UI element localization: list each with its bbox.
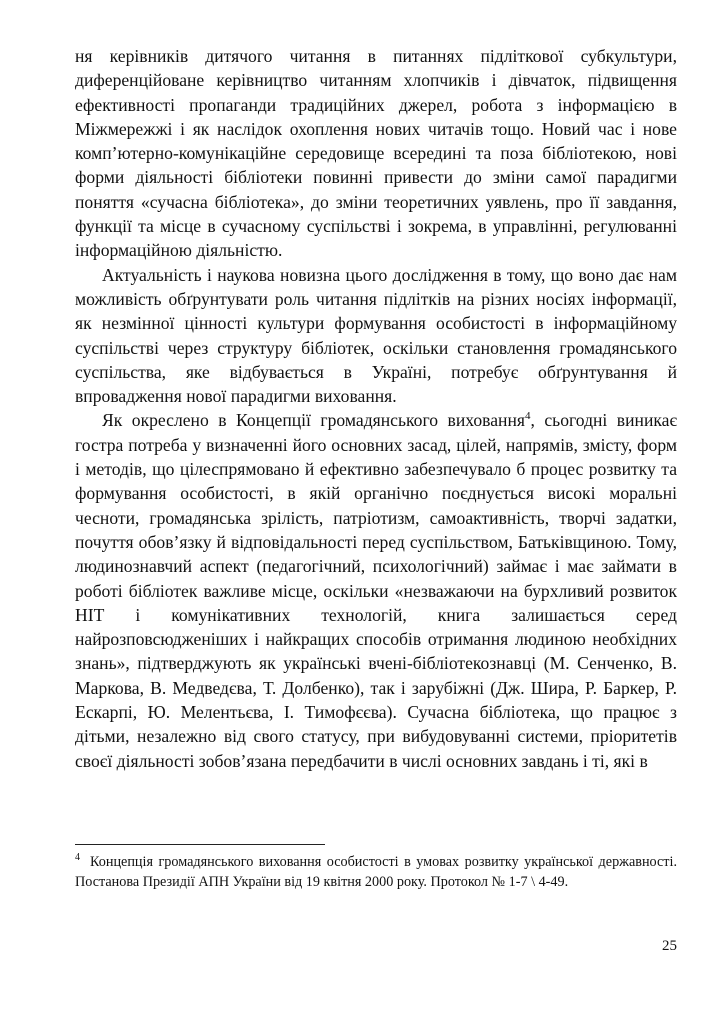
footnote <box>75 852 677 892</box>
page-number: 25 <box>662 938 677 954</box>
footnote-number: 4 <box>75 852 80 864</box>
paragraph-concept-start: Як окреслено в Концепції громадянського виховання <box>102 410 525 431</box>
footnote-divider <box>75 844 325 845</box>
main-text <box>75 44 677 773</box>
paragraph-concept-rest: , сьогодні виникає гостра потреба у визначенні його основних засад, цілей, напрямів, змісту, форм і методів, що цілеспрямовано й ефективно забезпечувало б процес розвитку та формування особистості, в якій органічно поєднується високі моральні чесноти, громадянська зрілість, патріотизм, самоактивність, творчі задатки, почуття обов’язку й відповідальності перед суспільством, Батьківщиною. Тому, людинознавчий аспект (педагогічний, психологічний) займає і має займати в роботі бібліотек важливе місце, оскільки «незважаючи на бурхливий розвиток НІТ і комунікативних технологій, книга залишається серед найрозповсюдженіших і найкращих способів отримання людиною необхідних знань», підтверджують як українські вчені-бібліотекознавці (М. Сенченко, В. Маркова, В. Медведєва, Т. Долбенко), так і зарубіжні (Дж. Шира, Р. Баркер, Р. Ескарпі, Ю. Мелентьєва, І. Тимофєєва). Сучасна бібліотека, що працює з дітьми, незалежно від свого статусу, при вибудовуванні системи, пріоритетів своєї діяльності зобов’язана передбачити в числі основних завдань і ті, які в <box>75 410 677 771</box>
footnote-text: Концепція громадянського виховання особистості в умовах розвитку української державності. Постанова Президії АПН України від 19 квітня 2000 року. Протокол № 1-7 \ 4-49. <box>75 854 677 890</box>
paragraph-concept <box>75 408 677 772</box>
paragraph-continued: ня керівників дитячого читання в питаннях підліткової субкультури, диференційоване керівництво читанням хлопчиків і дівчаток, підвищення ефективності пропаганди традиційних джерел, робота з інформацією в Міжмережжі і як наслідок охоплення нових читачів тощо. Новий час і нове комп’ютерно-комунікаційне середовище всередині та поза бібліотекою, нові форми діяльності бібліотеки повинні привести до зміни самої парадигми поняття «сучасна бібліотека», до зміни теоретичних уявлень, про її завдання, функції та місце в сучасному суспільстві і зокрема, в управлінні, регулюванні інформаційною діяльністю. <box>75 46 677 261</box>
footnote-reference[interactable]: 4 <box>524 410 531 423</box>
paragraph-relevance: Актуальність і наукова новизна цього дослідження в тому, що воно дає нам можливість обґрунтувати роль читання підлітків на різних носіях інформації, як незмінної цінності культури формування особистості в інформаційному суспільстві через структуру бібліотек, оскільки становлення громадянського суспільства, яке відбувається в Україні, потребує обґрунтування й впровадження нової парадигми виховання. <box>75 264 677 407</box>
